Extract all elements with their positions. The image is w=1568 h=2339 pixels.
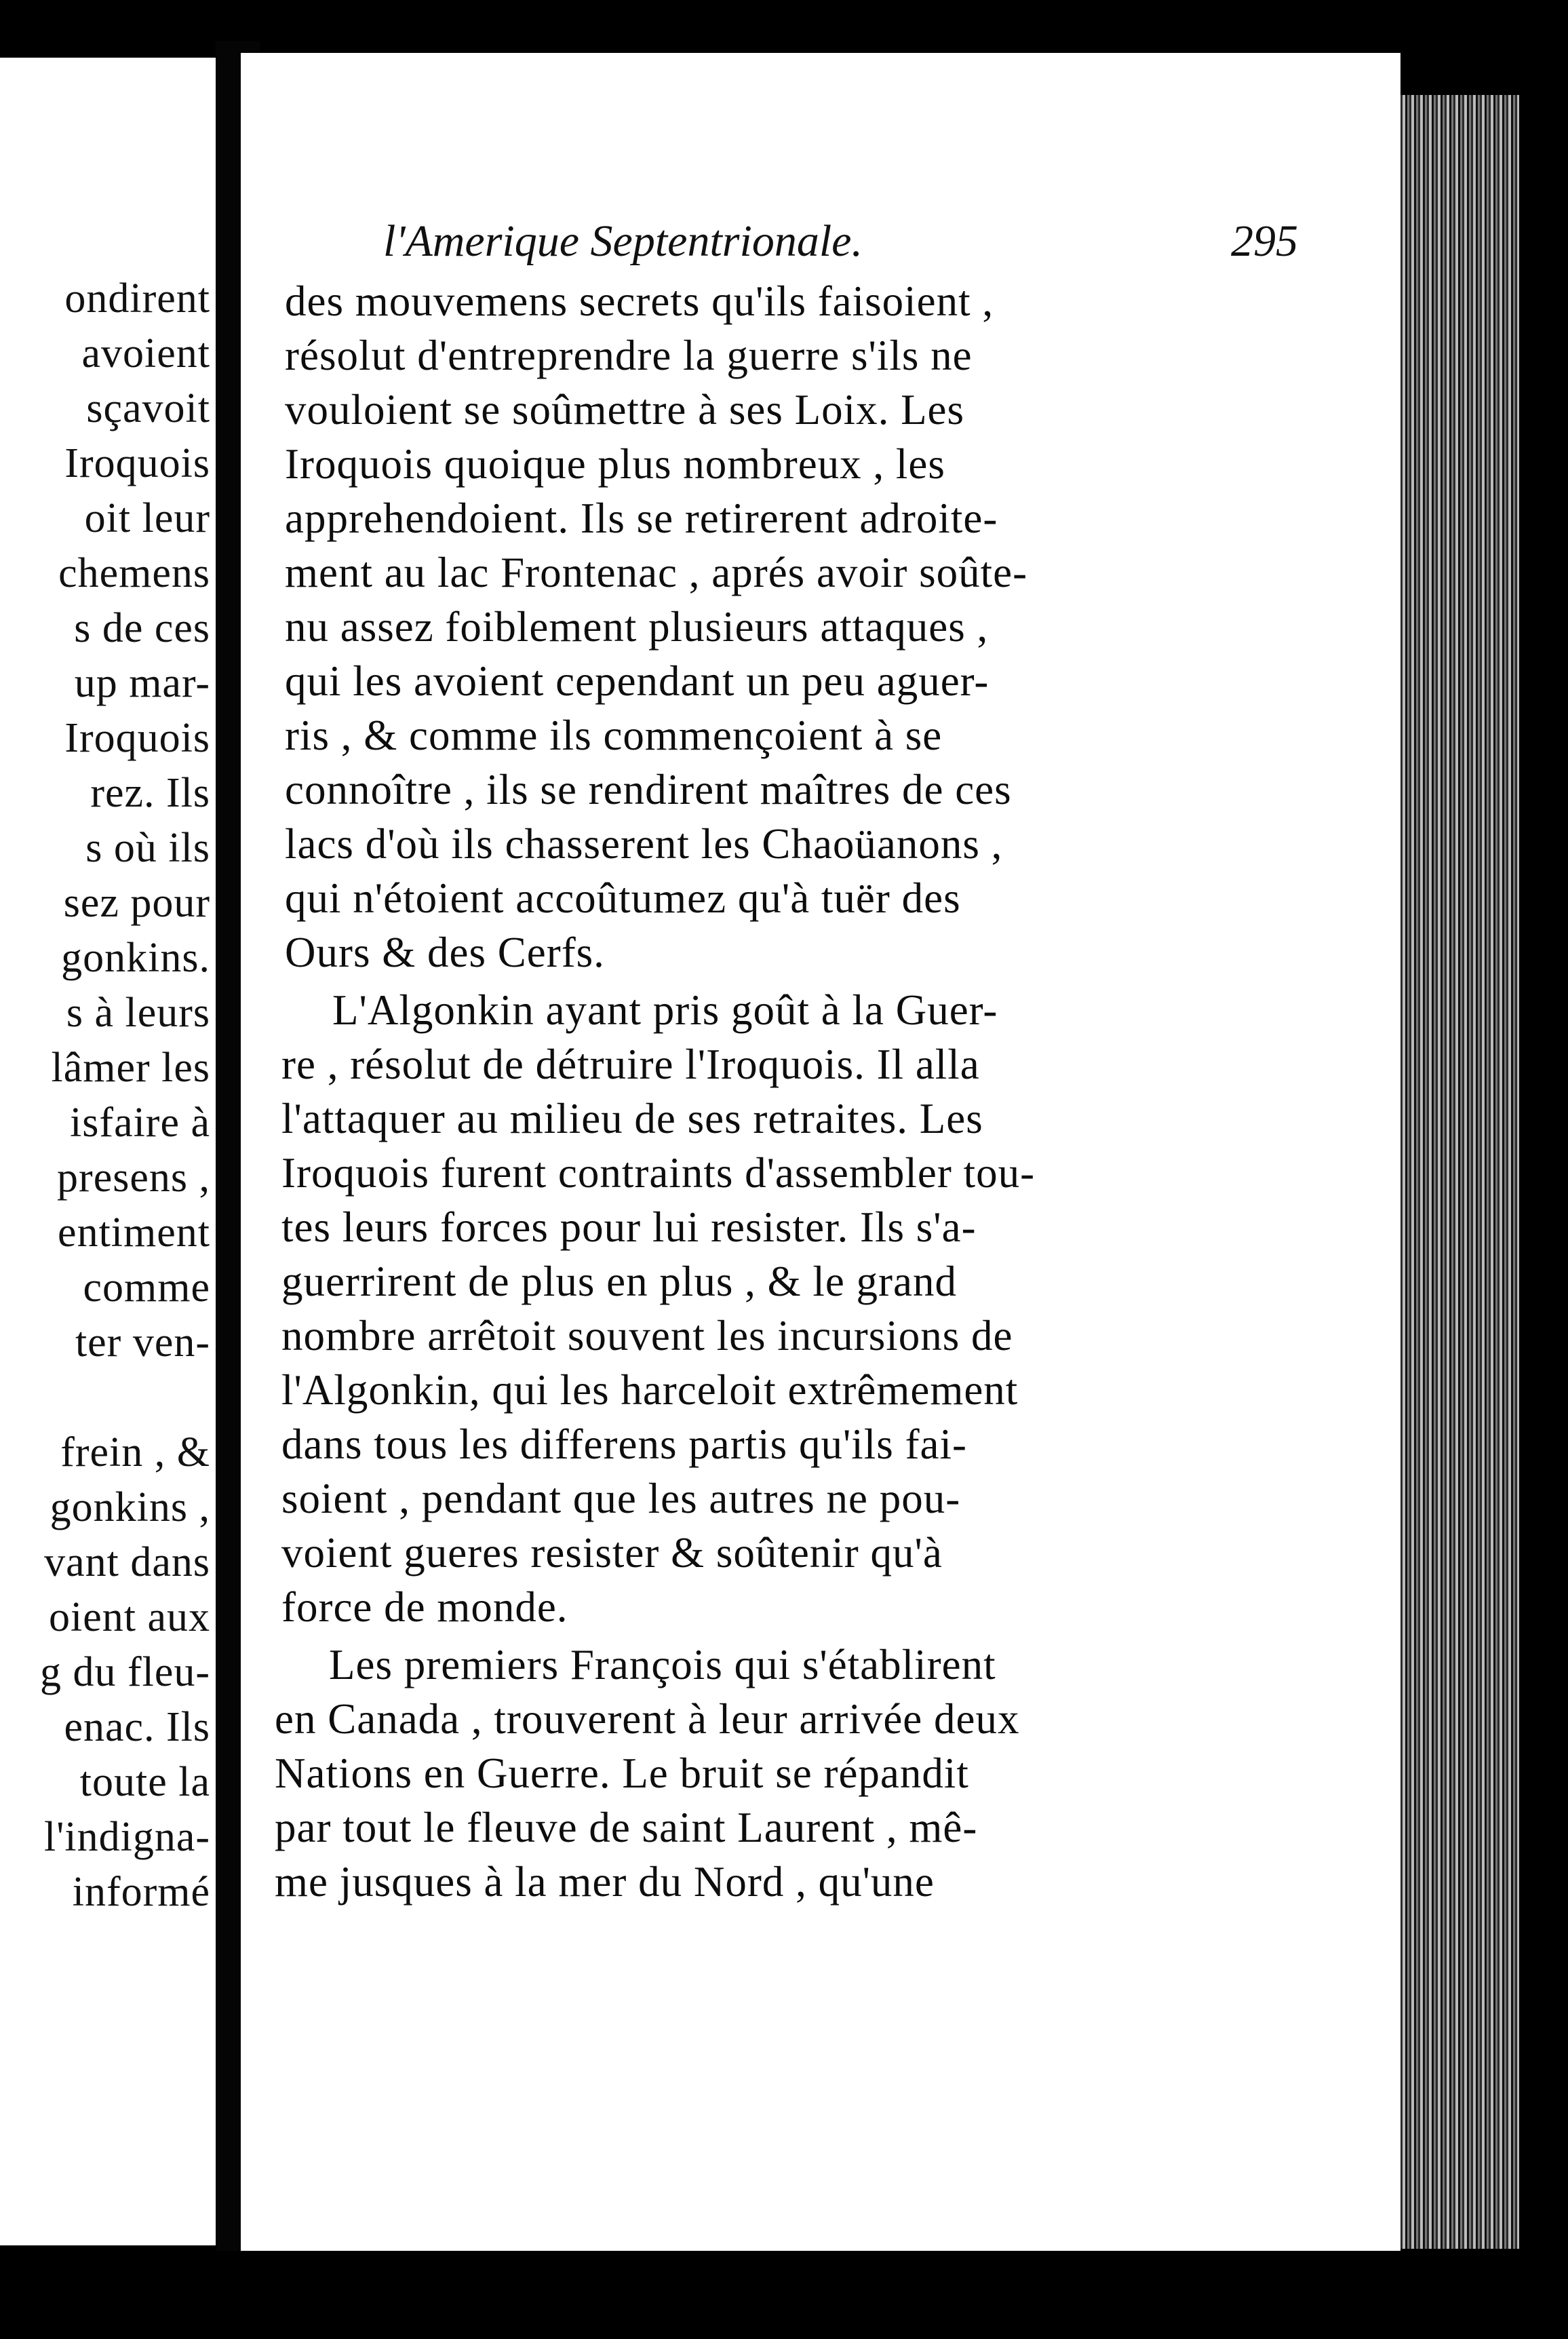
text-line: ris , & comme ils commençoient à se — [285, 712, 943, 759]
book-edge-shadow — [1519, 102, 1568, 2239]
left-page-line: gonkins. — [61, 935, 210, 981]
text-line: voient gueres resister & soûtenir qu'à — [281, 1529, 943, 1577]
left-page-line: up mar- — [74, 660, 210, 706]
text-line: qui les avoient cependant un peu aguer- — [285, 657, 989, 705]
text-line: nombre arrêtoit souvent les incursions de — [281, 1312, 1013, 1359]
left-page-line: toute la — [79, 1759, 210, 1805]
text-line: lacs d'où ils chasserent les Chaoüanons , — [285, 820, 1003, 868]
text-line: Iroquois quoique plus nombreux , les — [285, 440, 945, 488]
left-page-line: ter ven- — [75, 1319, 210, 1366]
left-page-line: enac. Ils — [64, 1704, 210, 1750]
text-line: Ours & des Cerfs. — [285, 929, 605, 976]
text-line: connoître , ils se rendirent maîtres de ces — [285, 766, 1012, 813]
left-page-line: informé — [72, 1869, 210, 1915]
left-page-line: g du fleu- — [39, 1649, 210, 1695]
left-page-line: isfaire à — [70, 1100, 210, 1146]
text-line: nu assez foiblement plusieurs attaques , — [285, 603, 989, 651]
text-line: Iroquois furent contraints d'assembler tou- — [281, 1149, 1036, 1197]
page-number: 295 — [1231, 216, 1298, 266]
left-page-line: lâmer les — [51, 1045, 210, 1091]
text-line: me jusques à la mer du Nord , qu'une — [275, 1858, 935, 1906]
text-line: dans tous les differens partis qu'ils fai- — [281, 1420, 967, 1468]
left-page-line: l'indigna- — [43, 1814, 210, 1860]
left-page-line: gonkins , — [50, 1484, 210, 1530]
left-page-line: s de ces — [74, 605, 210, 651]
left-page-line: vant dans — [44, 1539, 210, 1585]
page-edges — [1400, 95, 1519, 2249]
left-page-line: oit leur — [84, 495, 210, 541]
text-line: en Canada , trouverent à leur arrivée deux — [275, 1695, 1020, 1743]
left-page-line: sçavoit — [86, 385, 210, 431]
left-page-line: entiment — [58, 1210, 210, 1256]
left-page-line: presens , — [57, 1155, 210, 1201]
text-line: résolut d'entreprendre la guerre s'ils ne — [285, 332, 973, 379]
text-line: soient , pendant que les autres ne pou- — [281, 1475, 961, 1522]
left-page — [0, 58, 216, 2245]
left-page-line: rez. Ils — [90, 770, 210, 816]
left-page-line: comme — [83, 1264, 210, 1311]
left-page-line: s à leurs — [66, 990, 210, 1036]
text-line: tes leurs forces pour lui resister. Ils s'a- — [281, 1203, 977, 1251]
left-page-line: s où ils — [85, 825, 210, 871]
left-page-line: Iroquois — [64, 715, 210, 761]
running-title: l'Amerique Septentrionale. — [383, 216, 863, 266]
scan-border — [0, 2251, 1568, 2339]
text-line: l'Algonkin, qui les harceloit extrêmement — [281, 1366, 1019, 1414]
left-page-line: chemens — [58, 550, 210, 596]
left-page-line: Iroquois — [64, 440, 210, 486]
text-line: qui n'étoient accoûtumez qu'à tuër des — [285, 874, 961, 922]
text-line: des mouvemens secrets qu'ils faisoient , — [285, 277, 994, 325]
text-line: ment au lac Frontenac , aprés avoir soûte- — [285, 549, 1028, 596]
text-line: apprehendoient. Ils se retirerent adroite- — [285, 495, 998, 542]
left-page-line: avoient — [81, 330, 210, 376]
left-page-line: ondirent — [64, 275, 210, 322]
left-page-line: oient aux — [49, 1594, 210, 1640]
text-line: guerrirent de plus en plus , & le grand — [281, 1258, 957, 1305]
left-page-line: frein , & — [60, 1429, 210, 1475]
left-page-line: sez pour — [63, 880, 210, 926]
text-line: par tout le fleuve de saint Laurent , mê- — [275, 1804, 978, 1851]
text-line: re , résolut de détruire l'Iroquois. Il alla — [281, 1041, 980, 1088]
right-page — [241, 53, 1400, 2251]
text-line: force de monde. — [281, 1583, 568, 1631]
body-text — [241, 53, 1400, 2251]
text-line: Les premiers François qui s'établirent — [329, 1641, 996, 1688]
text-line: Nations en Guerre. Le bruit se répandit — [275, 1750, 969, 1797]
text-line: vouloient se soûmettre à ses Loix. Les — [285, 386, 965, 433]
text-line: L'Algonkin ayant pris goût à la Guer- — [332, 986, 998, 1034]
text-line: l'attaquer au milieu de ses retraites. Les — [281, 1095, 983, 1142]
